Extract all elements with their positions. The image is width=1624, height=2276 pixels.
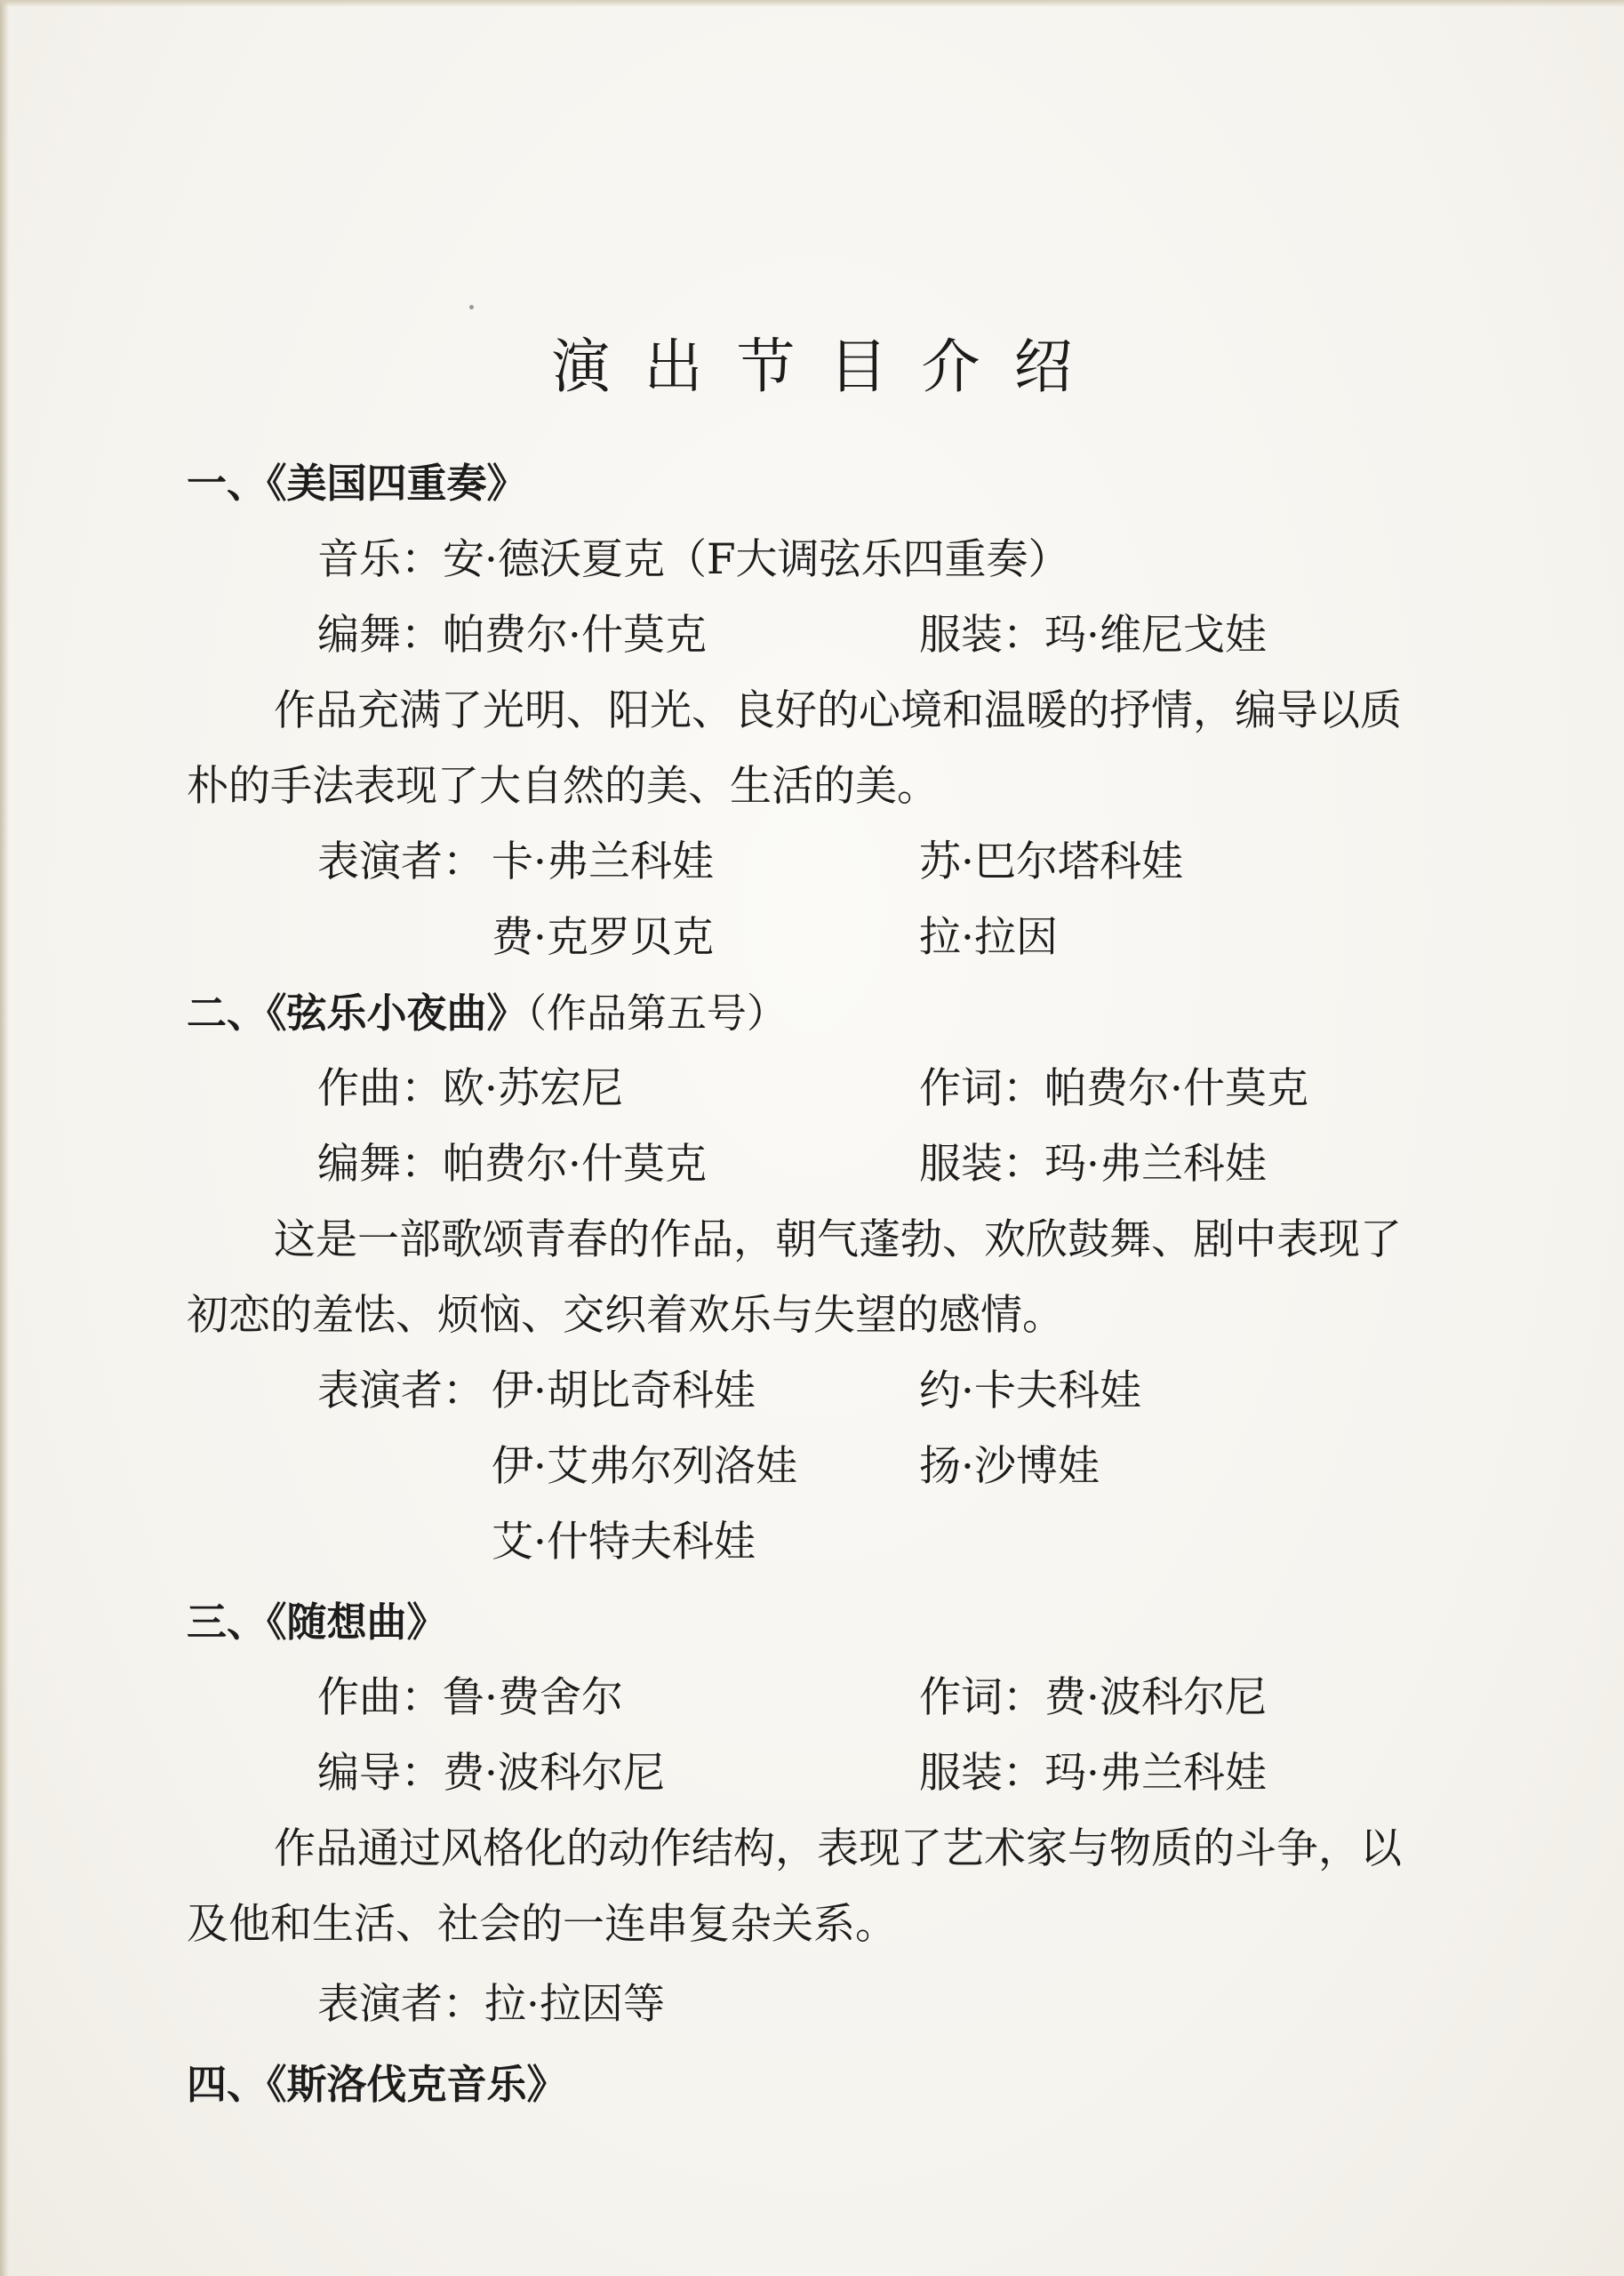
section-1-performer: 费·克罗贝克 [492, 913, 714, 962]
section-2-composer: 作曲：欧·苏宏尼 [317, 1064, 623, 1113]
section-4-heading: 四、《斯洛伐克音乐》 [187, 2061, 567, 2108]
section-2-performer: 艾·什特夫科娃 [492, 1518, 756, 1567]
section-1-desc-line-1: 作品充满了光明、阳光、良好的心境和温暖的抒情，编导以质 [274, 686, 1402, 735]
section-2-performer: 约·卡夫科娃 [919, 1366, 1141, 1415]
section-2-costume: 服装：玛·弗兰科娃 [919, 1140, 1267, 1189]
page-title: 演出节目介绍 [551, 333, 1107, 401]
section-2-performer: 伊·艾弗尔列洛娃 [492, 1442, 797, 1491]
section-3-composer: 作曲：鲁·费舍尔 [317, 1673, 623, 1722]
section-3-desc-line-1: 作品通过风格化的动作结构，表现了艺术家与物质的斗争，以 [274, 1824, 1402, 1873]
section-2-heading-title: 二、《弦乐小夜曲》 [187, 990, 527, 1037]
section-2-lyricist: 作词：帕费尔·什莫克 [919, 1064, 1308, 1113]
section-2-performer: 扬·沙博娃 [919, 1442, 1100, 1491]
section-1-performers-label: 表演者： [317, 837, 484, 886]
section-1-music: 音乐：安·德沃夏克（F大调弦乐四重奏） [317, 535, 1070, 584]
section-3-lyricist: 作词：费·波科尔尼 [919, 1673, 1267, 1722]
section-1-heading: 一、《美国四重奏》 [187, 460, 527, 507]
section-3-performers: 表演者：拉·拉因等 [317, 1980, 665, 2029]
section-1-performer: 苏·巴尔塔科娃 [919, 837, 1183, 886]
section-3-director: 编导：费·波科尔尼 [317, 1749, 665, 1798]
section-1-costume: 服装：玛·维尼戈娃 [919, 611, 1267, 660]
paper-speck [469, 305, 474, 309]
section-2-heading-note: （作品第五号） [526, 990, 788, 1037]
section-1-performer: 卡·弗兰科娃 [492, 837, 714, 886]
section-1-desc-line-2: 朴的手法表现了大自然的美、生活的美。 [187, 762, 939, 811]
section-2-desc-line-1: 这是一部歌颂青春的作品，朝气蓬勃、欢欣鼓舞、剧中表现了 [274, 1215, 1402, 1264]
section-1-choreography: 编舞：帕费尔·什莫克 [317, 611, 707, 660]
section-2-desc-line-2: 初恋的羞怯、烦恼、交织着欢乐与失望的感情。 [187, 1291, 1064, 1340]
section-3-costume: 服装：玛·弗兰科娃 [919, 1749, 1267, 1798]
section-2-performers-label: 表演者： [317, 1366, 484, 1415]
section-2-performer: 伊·胡比奇科娃 [492, 1366, 756, 1415]
section-2-choreography: 编舞：帕费尔·什莫克 [317, 1140, 707, 1189]
section-1-performer: 拉·拉因 [919, 913, 1058, 962]
section-3-heading: 三、《随想曲》 [187, 1599, 447, 1646]
section-3-desc-line-2: 及他和生活、社会的一连串复杂关系。 [187, 1900, 897, 1949]
paper-top-shadow [0, 0, 1624, 7]
section-2-heading [187, 987, 787, 1040]
